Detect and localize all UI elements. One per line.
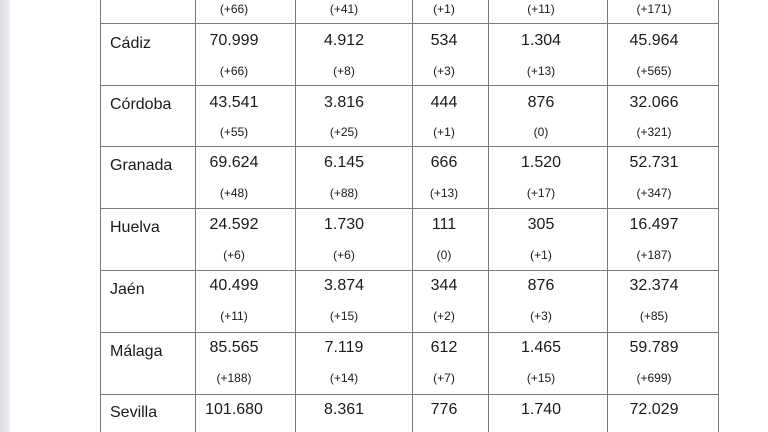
- delta-cell: (+13): [526, 64, 556, 78]
- delta-cell: (+17): [526, 186, 556, 200]
- delta-cell: (+1): [530, 248, 552, 262]
- value-cell: 1.520: [520, 154, 562, 171]
- value-cell: 40.499: [209, 277, 259, 294]
- value-cell: 43.541: [209, 94, 259, 111]
- delta-cell: (+187): [636, 248, 672, 262]
- value-cell: 59.789: [629, 339, 679, 356]
- value-cell: 444: [430, 94, 458, 111]
- value-cell: 1.465: [520, 339, 562, 356]
- delta-cell: (0): [436, 248, 452, 262]
- value-cell: 16.497: [629, 216, 679, 233]
- delta-cell: (0): [533, 125, 549, 139]
- table-border-left: [100, 0, 101, 432]
- province-name: Sevilla: [110, 404, 158, 421]
- value-cell: 72.029: [629, 401, 679, 418]
- delta-cell: (+85): [639, 309, 669, 323]
- province-name: Huelva: [110, 219, 160, 236]
- delta-cell: (+41): [329, 2, 359, 16]
- delta-cell: (+11): [527, 2, 555, 16]
- value-cell: 666: [430, 154, 458, 171]
- value-cell: 3.874: [323, 277, 365, 294]
- delta-cell: (+2): [433, 309, 455, 323]
- column-divider: [295, 0, 296, 432]
- row-divider: [100, 23, 719, 24]
- value-cell: 305: [527, 216, 555, 233]
- row-divider: [100, 146, 719, 147]
- value-cell: 24.592: [209, 216, 259, 233]
- delta-cell: (+14): [329, 371, 359, 385]
- delta-cell: (+6): [223, 248, 245, 262]
- delta-cell: (+6): [333, 248, 355, 262]
- value-cell: 70.999: [209, 32, 259, 49]
- delta-cell: (+55): [219, 125, 249, 139]
- value-cell: 344: [430, 277, 458, 294]
- delta-cell: (+565): [636, 64, 672, 78]
- province-name: Granada: [110, 157, 173, 174]
- delta-cell: (+7): [433, 371, 455, 385]
- value-cell: 876: [527, 94, 555, 111]
- delta-cell: (+188): [216, 371, 252, 385]
- value-cell: 612: [430, 339, 458, 356]
- value-cell: 101.680: [205, 401, 263, 418]
- column-divider: [412, 0, 413, 432]
- row-divider: [100, 85, 719, 86]
- value-cell: 534: [430, 32, 458, 49]
- value-cell: 45.964: [629, 32, 679, 49]
- value-cell: 3.816: [323, 94, 365, 111]
- value-cell: 85.565: [209, 339, 259, 356]
- delta-cell: (+347): [636, 186, 672, 200]
- delta-cell: (+66): [219, 64, 249, 78]
- delta-cell: (+1): [433, 2, 455, 16]
- table-border-right: [718, 0, 719, 432]
- value-cell: 32.066: [629, 94, 679, 111]
- delta-cell: (+25): [329, 125, 359, 139]
- column-divider: [195, 0, 196, 432]
- province-name: Jaén: [110, 281, 145, 298]
- column-divider: [607, 0, 608, 432]
- row-divider: [100, 208, 719, 209]
- value-cell: 52.731: [629, 154, 679, 171]
- row-divider: [100, 394, 719, 395]
- value-cell: 876: [527, 277, 555, 294]
- delta-cell: (+171): [636, 2, 672, 16]
- delta-cell: (+1): [433, 125, 455, 139]
- delta-cell: (+66): [219, 2, 249, 16]
- delta-cell: (+15): [526, 371, 556, 385]
- value-cell: 6.145: [323, 154, 365, 171]
- delta-cell: (+699): [636, 371, 672, 385]
- value-cell: 1.304: [520, 32, 562, 49]
- delta-cell: (+48): [219, 186, 249, 200]
- delta-cell: (+3): [530, 309, 552, 323]
- delta-cell: (+321): [636, 125, 672, 139]
- value-cell: 776: [430, 401, 458, 418]
- delta-cell: (+11): [220, 309, 248, 323]
- delta-cell: (+15): [329, 309, 359, 323]
- value-cell: 1.740: [520, 401, 562, 418]
- province-name: Córdoba: [110, 96, 172, 113]
- value-cell: 111: [431, 216, 457, 233]
- value-cell: 4.912: [323, 32, 365, 49]
- value-cell: 32.374: [629, 277, 679, 294]
- row-divider: [100, 270, 719, 271]
- column-divider: [488, 0, 489, 432]
- delta-cell: (+8): [333, 64, 355, 78]
- value-cell: 1.730: [323, 216, 365, 233]
- value-cell: 7.119: [324, 339, 364, 356]
- province-name: Cádiz: [110, 35, 151, 52]
- value-cell: 8.361: [323, 401, 365, 418]
- value-cell: 69.624: [209, 154, 259, 171]
- delta-cell: (+3): [433, 64, 455, 78]
- row-divider: [100, 332, 719, 333]
- delta-cell: (+88): [329, 186, 359, 200]
- province-name: Málaga: [110, 343, 163, 360]
- delta-cell: (+13): [429, 186, 459, 200]
